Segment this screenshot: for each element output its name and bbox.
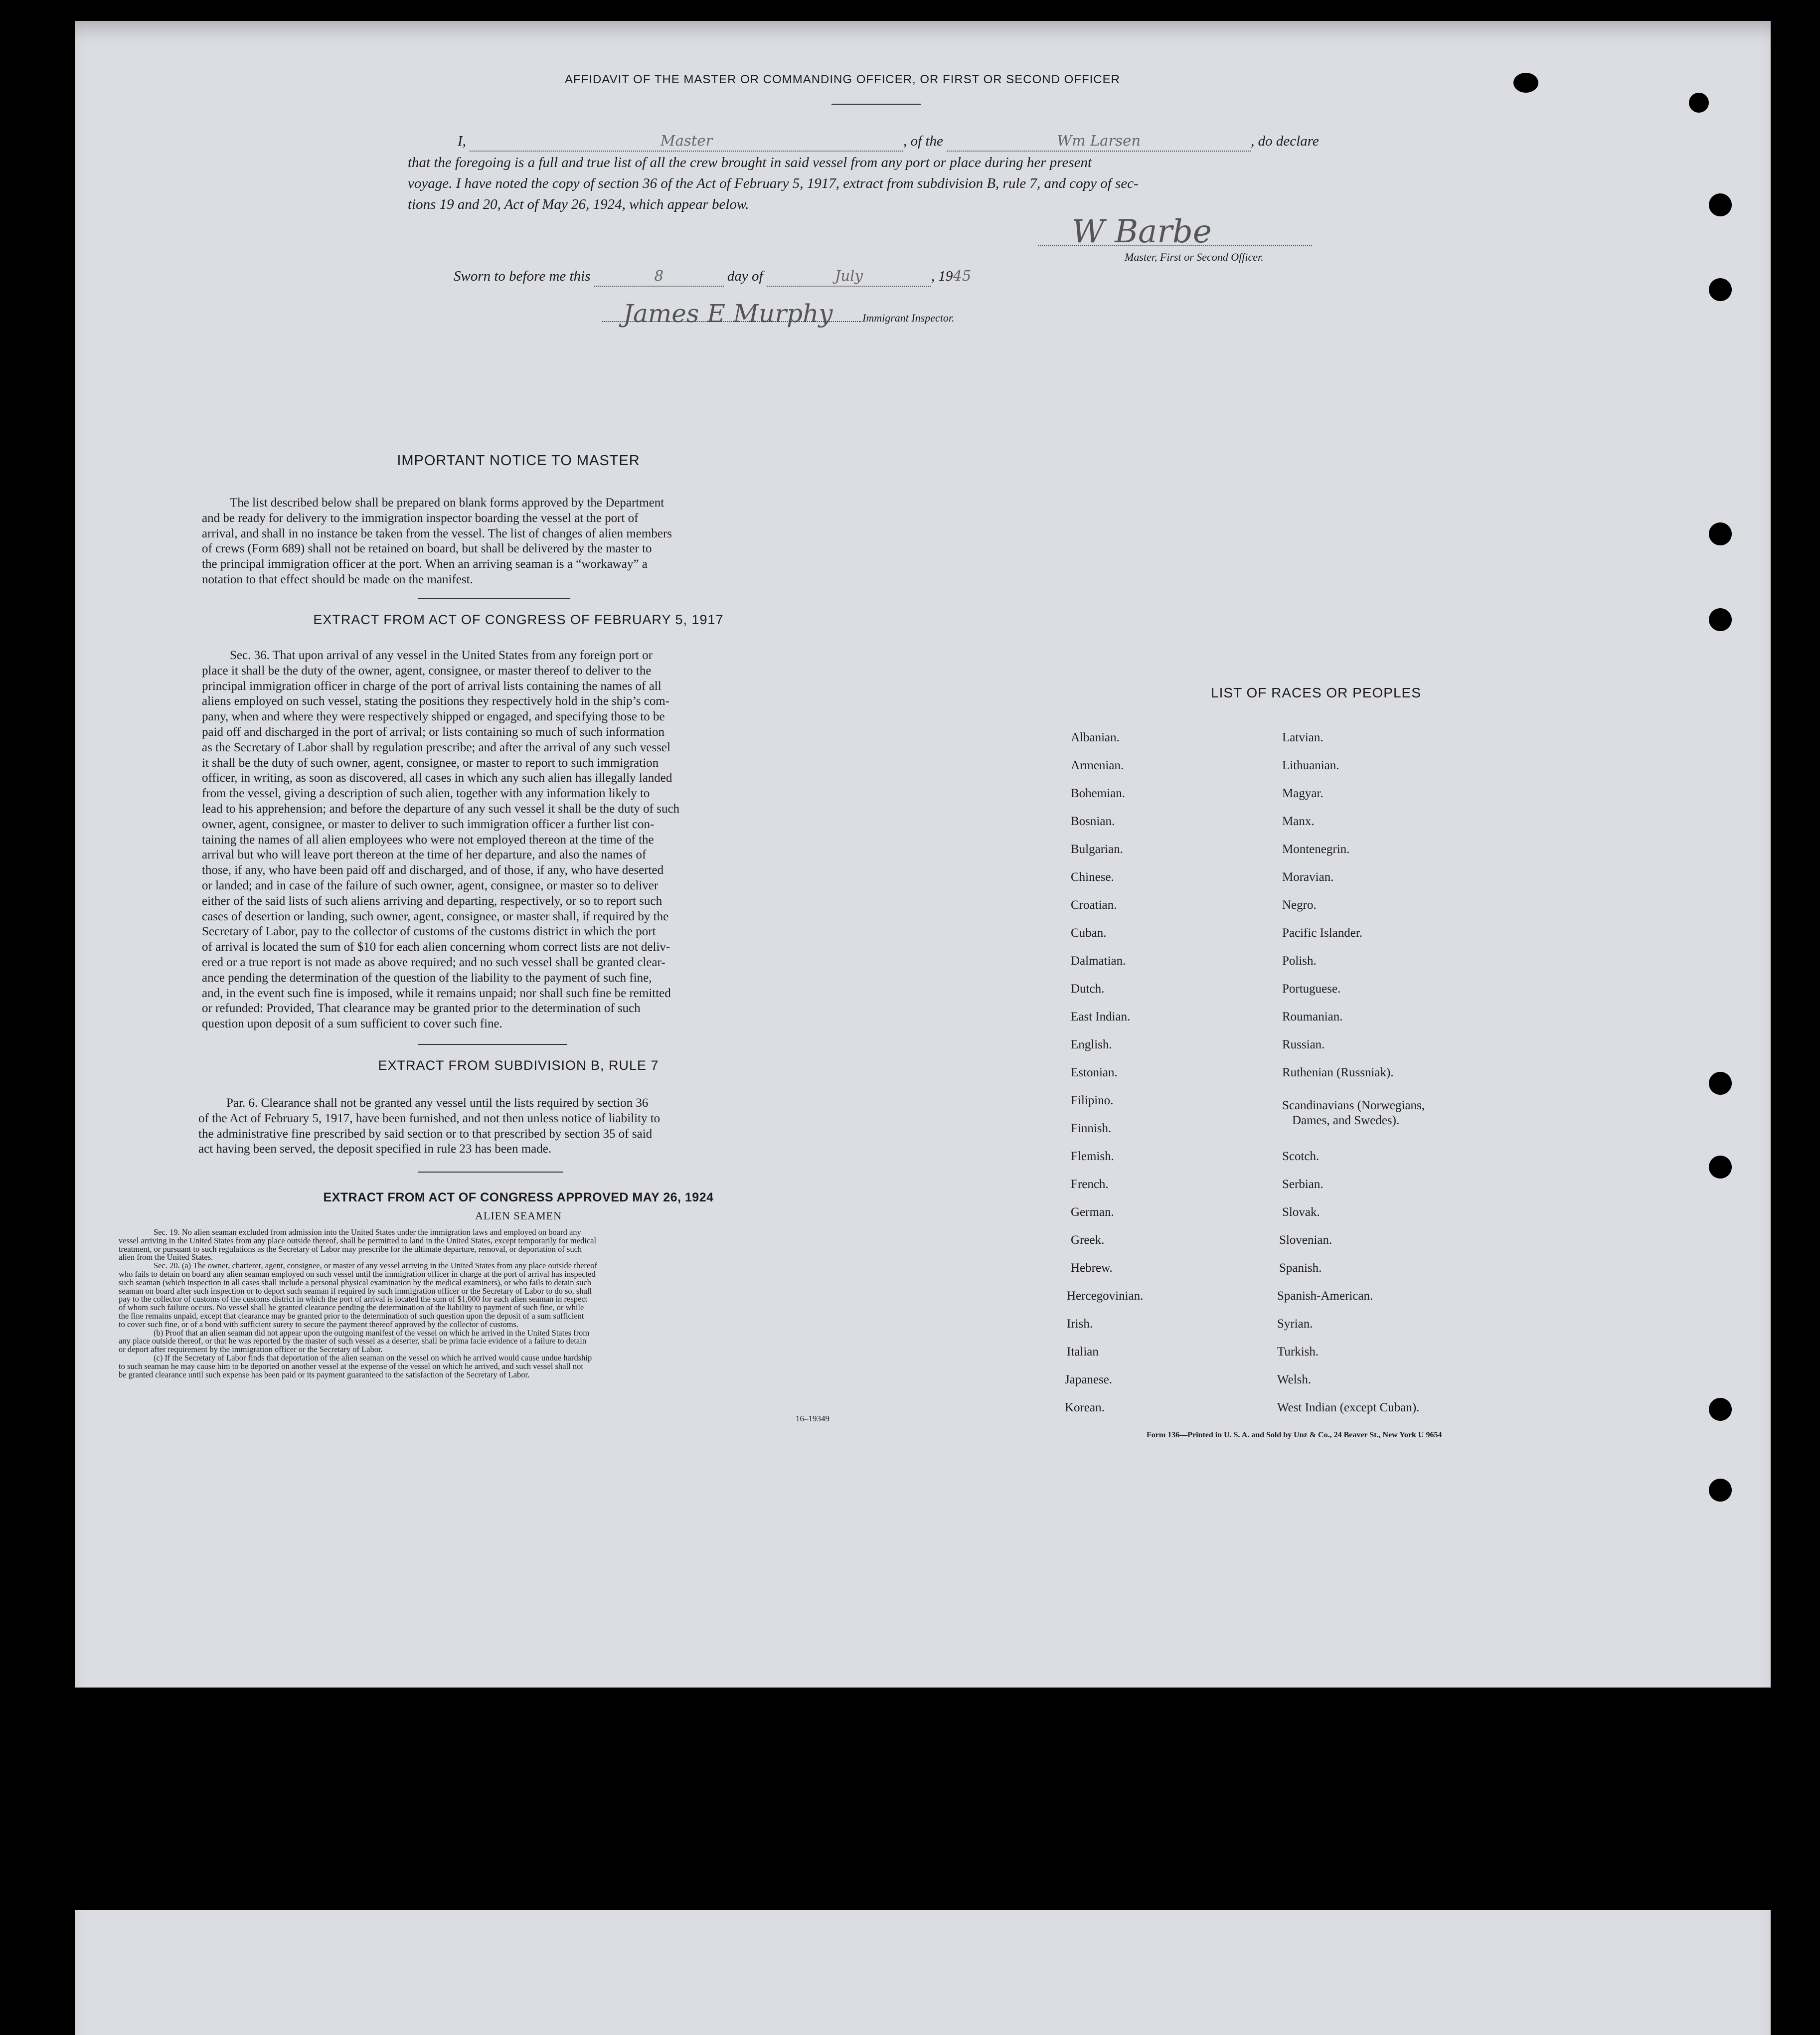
extract-1917-line: as the Secretary of Labor shall by regulation prescribe; and after the arrival of any such vessel — [202, 740, 670, 754]
year-text: , 19 — [931, 268, 953, 284]
race-item: Manx. — [1282, 815, 1315, 828]
race-item: Flemish. — [1071, 1150, 1114, 1163]
race-item: German. — [1071, 1205, 1114, 1219]
extract-1924-line: pay to the collector of customs of the customs district in which the port of arrival is located the sum of $1,000 for each alien seaman in respect — [119, 1294, 588, 1304]
race-item: Lithuanian. — [1282, 759, 1339, 772]
extract-1924-line: Sec. 19. No alien seaman excluded from admission into the United States under the immigration laws and employed on board any — [154, 1227, 581, 1237]
extract-1917-line: those, if any, who have been paid off and discharged, and of those, if any, who have deserted — [202, 863, 664, 877]
race-item: Welsh. — [1277, 1373, 1312, 1386]
punch-hole — [1689, 93, 1709, 113]
punch-hole — [1513, 73, 1538, 93]
race-item: Korean. — [1065, 1401, 1105, 1414]
race-item: West Indian (except Cuban). — [1277, 1401, 1420, 1414]
day-field — [594, 266, 724, 287]
vessel-name-handwriting: Wm Larsen — [1057, 132, 1141, 149]
notice-line: The list described below shall be prepared on blank forms approved by the Department — [230, 496, 664, 509]
extract-1917-line: ance pending the determination of the question of the liability to the payment of such fine, — [202, 971, 652, 985]
extract-1924-line: (b) Proof that an alien seaman did not appear upon the outgoing manifest of the vessel on which he arrived in the United States from — [154, 1328, 590, 1338]
race-item: Armenian. — [1071, 759, 1124, 772]
extract-1917-line: and, in the event such fine is imposed, while it remains unpaid; nor shall such fine be remitted — [202, 986, 671, 1000]
extract-1917-line: it shall be the duty of such owner, agent, consignee, or master to report to such immigration — [202, 756, 659, 770]
extract-1924-line: vessel arriving in the United States from any place outside thereof, shall be permitted to land in the United States, except temporarily for medical — [119, 1235, 597, 1245]
extract-1917-line: paid off and discharged in the port of arrival; or lists containing so much of such information — [202, 725, 665, 739]
extract-1917-line: of arrival is located the sum of $10 for each alien concerning whom correct lists are not deliv- — [202, 940, 670, 954]
extract-1924-text — [119, 1228, 836, 1379]
race-item: Syrian. — [1277, 1317, 1313, 1331]
month-field — [767, 266, 931, 287]
race-item: East Indian. — [1071, 1010, 1131, 1023]
extract-1917-line: either of the said lists of such aliens arriving and departing, respectively, or so to report such — [202, 894, 662, 908]
subdivision-b-line: act having been served, the deposit specified in rule 23 has been made. — [198, 1142, 552, 1156]
extract-1917-line: lead to his apprehension; and before the departure of any such vessel it shall be the duty of such — [202, 802, 680, 816]
race-item: Pacific Islander. — [1282, 926, 1363, 940]
race-item: Magyar. — [1282, 787, 1324, 800]
extract-1924-line: to such seaman he may cause him to be deported on another vessel at the expense of the vessel on which he arrived, and such vessel shall not — [119, 1361, 583, 1371]
race-item: Serbian. — [1282, 1178, 1324, 1191]
race-item: Irish. — [1067, 1317, 1093, 1331]
extract-1917-line: officer, in writing, as soon as discovered, all cases in which any such alien has illegally landed — [202, 771, 672, 785]
race-item: Bulgarian. — [1071, 843, 1123, 856]
race-item: Greek. — [1071, 1233, 1105, 1247]
race-item: Croatian. — [1071, 898, 1117, 912]
race-item: Polish. — [1282, 954, 1317, 968]
extract-1917-line: ered or a true report is not made as above required; and no such vessel shall be granted clear- — [202, 955, 665, 969]
races-heading: LIST OF RACES OR PEOPLES — [1211, 685, 1421, 700]
form-footer: Form 136—Printed in U. S. A. and Sold by Unz & Co., 24 Beaver St., New York U 9654 — [1147, 1431, 1442, 1439]
race-item: Spanish. — [1279, 1261, 1322, 1275]
race-item: Japanese. — [1065, 1373, 1113, 1386]
race-item: Bohemian. — [1071, 787, 1126, 800]
extract-1917-line: aliens employed on such vessel, stating the positions they respectively hold in the ship’s com- — [202, 694, 670, 708]
notice-line: arrival, and shall in no instance be taken from the vessel. The list of changes of alien members — [202, 526, 672, 540]
race-item: Negro. — [1282, 898, 1317, 912]
scan-border — [0, 1688, 1820, 1910]
day-of-text: day of — [727, 268, 763, 284]
race-item: Scandinavians (Norwegians, — [1282, 1099, 1425, 1112]
extract-1917-line: Sec. 36. That upon arrival of any vessel in the United States from any foreign port or — [230, 649, 653, 662]
extract-1924-line: who fails to detain on board any alien seaman employed on such vessel until the immigration officer in charge at the port of arrival has inspected — [119, 1269, 596, 1279]
punch-hole — [1709, 608, 1732, 631]
race-item: Bosnian. — [1071, 815, 1115, 828]
vessel-name-field — [947, 131, 1251, 152]
month-handwriting: July — [834, 267, 863, 284]
master-name-field — [470, 131, 903, 152]
subdivision-b-line: Par. 6. Clearance shall not be granted any vessel until the lists required by section 36 — [226, 1096, 649, 1110]
extract-1917-line: question upon deposit of a sum sufficient to cover such fine. — [202, 1017, 502, 1031]
extract-1924-line: such seaman (which inspection in all cases shall include a personal physical examination by the medical examiners), or who fails to detain such — [119, 1277, 592, 1287]
extract-1917-line: cases of desertion or landing, such owner, agent, consignee, or master shall, if required by the — [202, 909, 669, 923]
race-item: Dutch. — [1071, 982, 1105, 996]
extract-1917-line: principal immigration officer in charge of the port of arrival lists containing the names of all — [202, 679, 662, 693]
master-signature-line — [1038, 245, 1312, 246]
punch-hole — [1709, 1156, 1732, 1179]
extract-1924-line: the fine remains unpaid, except that clearance may be granted prior to the determination of such question upon the deposit of a sum sufficient — [119, 1311, 584, 1321]
race-item: Roumanian. — [1282, 1010, 1343, 1023]
inspector-signature: James E Murphy — [623, 299, 833, 328]
punch-hole — [1709, 1072, 1732, 1095]
extract-1924-line: or deport after requirement by the immigration officer or the Secretary of Labor. — [119, 1345, 383, 1355]
inspector-signature-line — [602, 321, 861, 322]
race-item: French. — [1071, 1178, 1109, 1191]
affidavit-of-the: , of the — [903, 133, 943, 149]
affidavit-text-1: that the foregoing is a full and true list of all the crew brought in said vessel from any port or place during her present — [408, 155, 1092, 170]
section-divider — [418, 1172, 563, 1173]
extract-1924-line: alien from the United States. — [119, 1252, 213, 1262]
extract-1924-line: seaman on board after such inspection or to deport such seaman if required by such immigration officer or the Secretary of Labor to do so, shall — [119, 1286, 592, 1296]
race-item: Scotch. — [1282, 1150, 1320, 1163]
master-signature: W Barbe — [1072, 213, 1212, 250]
race-item: Portuguese. — [1282, 982, 1341, 996]
year-handwriting: 45 — [953, 267, 972, 284]
extract-1917-line: or landed; and in case of the failure of such owner, agent, consignee, or master so to deliver — [202, 878, 659, 892]
race-item: Slovenian. — [1279, 1233, 1332, 1247]
extract-1917-line: Secretary of Labor, pay to the collector of customs of the customs district in which the port — [202, 925, 656, 939]
affidavit-declaration-line — [458, 131, 1341, 152]
race-item: Italian — [1067, 1345, 1099, 1358]
race-item: Filipino. — [1071, 1094, 1114, 1107]
subdivision-b-heading: EXTRACT FROM SUBDIVISION B, RULE 7 — [378, 1058, 659, 1073]
race-item: Dames, and Swedes). — [1292, 1114, 1400, 1127]
master-name-handwriting: Master — [660, 132, 713, 149]
notice-heading: IMPORTANT NOTICE TO MASTER — [397, 453, 640, 469]
race-item: Cuban. — [1071, 926, 1107, 940]
extract-1917-line: owner, agent, consignee, or master to deliver to such immigration officer a further list con- — [202, 817, 655, 831]
race-item: Spanish-American. — [1277, 1289, 1373, 1303]
extract-1924-line: Sec. 20. (a) The owner, charterer, agent, consignee, or master of any vessel arriving in the United States from any place outside thereof — [154, 1261, 597, 1271]
extract-1924-line: of whom such failure occurs. No vessel shall be granted clearance pending the determination of the liability to payment of such fine, or while — [119, 1303, 584, 1313]
section-divider — [418, 1044, 567, 1045]
notice-line: of crews (Form 689) shall not be retained on board, but shall be delivered by the master to — [202, 542, 652, 556]
race-item: Estonian. — [1071, 1066, 1118, 1079]
notice-line: and be ready for delivery to the immigration inspector boarding the vessel at the port of — [202, 511, 639, 525]
notice-text — [202, 496, 765, 588]
race-item: Ruthenian (Russniak). — [1282, 1066, 1394, 1079]
notice-line: notation to that effect should be made on the manifest. — [202, 572, 473, 586]
race-item: Russian. — [1282, 1038, 1325, 1051]
race-item: Chinese. — [1071, 870, 1114, 884]
extract-1917-text — [202, 648, 764, 1032]
punch-hole — [1709, 278, 1732, 301]
race-item: Albanian. — [1071, 731, 1120, 744]
extract-1917-line: arrival but who will leave port thereon at the time of her departure, and also the names of — [202, 848, 647, 862]
race-item: Montenegrin. — [1282, 843, 1350, 856]
race-item: Dalmatian. — [1071, 954, 1126, 968]
race-item: Hebrew. — [1071, 1261, 1113, 1275]
extract-1917-line: from the vessel, giving a description of such alien, together with any information likely to — [202, 787, 650, 801]
extract-1917-line: place it shall be the duty of the owner, agent, consignee, or master thereof to deliver to the — [202, 664, 652, 678]
inspector-caption: Immigrant Inspector. — [862, 312, 955, 324]
extract-1924-line: to cover such fine, or of a bond with sufficient surety to secure the payment thereof approved by the collector of customs. — [119, 1319, 518, 1329]
day-handwriting: 8 — [654, 267, 663, 284]
extract-1924-line: treatment, or pursuant to such regulations as the Secretary of Labor may prescribe for the ultimate departure, removal, or deportation of such — [119, 1244, 582, 1254]
extract-1917-line: taining the names of all alien employees who were not employed thereon at the time of the — [202, 833, 654, 847]
race-item: Moravian. — [1282, 870, 1334, 884]
race-item: English. — [1071, 1038, 1112, 1051]
extract-1924-heading: EXTRACT FROM ACT OF CONGRESS APPROVED MAY 26, 1924 — [323, 1190, 714, 1204]
race-item: Hercegovinian. — [1067, 1289, 1144, 1303]
punch-hole — [1709, 1398, 1732, 1421]
title-divider — [831, 104, 921, 105]
punch-hole — [1709, 1479, 1732, 1502]
affidavit-text-3: tions 19 and 20, Act of May 26, 1924, which appear below. — [408, 196, 749, 212]
page-title: AFFIDAVIT OF THE MASTER OR COMMANDING OFFICER, OR FIRST OR SECOND OFFICER — [565, 73, 1120, 86]
race-item: Finnish. — [1071, 1122, 1112, 1135]
affidavit-text-2: voyage. I have noted the copy of section 36 of the Act of February 5, 1917, extract from subdivision B, rule 7, and copy of sec- — [408, 175, 1139, 191]
race-item: Turkish. — [1277, 1345, 1319, 1358]
affidavit-lead: I, — [458, 133, 466, 149]
sworn-line — [454, 266, 971, 287]
punch-hole — [1709, 522, 1732, 545]
sworn-text: Sworn to before me this — [454, 268, 591, 284]
subdivision-b-text — [198, 1096, 761, 1157]
punch-hole — [1709, 193, 1732, 216]
affidavit-do-declare: , do declare — [1251, 133, 1319, 149]
extract-1924-line: be granted clearance until such expense has been paid or its payment guaranteed to the satisfaction of the Secretary of Labor. — [119, 1369, 530, 1379]
race-item: Slovak. — [1282, 1205, 1320, 1219]
form-number: 16–19349 — [796, 1414, 829, 1423]
extract-1924-line: any place outside thereof, or that he was reported by the master of such vessel as a deserter, shall be prima facie evidence of a failure to detain — [119, 1336, 587, 1346]
subdivision-b-line: of the Act of February 5, 1917, have been furnished, and not then unless notice of liability to — [198, 1111, 661, 1125]
notice-line: the principal immigration officer at the port. When an arriving seaman is a “workaway” a — [202, 557, 648, 571]
master-caption: Master, First or Second Officer. — [1125, 251, 1264, 263]
extract-1924-line: (c) If the Secretary of Labor finds that deportation of the alien seaman on the vessel on which he arrived would cause undue hardship — [154, 1353, 592, 1362]
extract-1924-subheading: ALIEN SEAMEN — [475, 1209, 562, 1222]
race-item: Latvian. — [1282, 731, 1324, 744]
section-divider — [418, 598, 570, 599]
extract-1917-line: pany, when and where they were respectively shipped or engaged, and specifying those to be — [202, 710, 665, 724]
extract-1917-heading: EXTRACT FROM ACT OF CONGRESS OF FEBRUARY 5, 1917 — [313, 612, 724, 627]
subdivision-b-line: the administrative fine prescribed by said section or to that prescribed by section 35 of said — [198, 1127, 653, 1141]
extract-1917-line: or refunded: Provided, That clearance may be granted prior to the determination of such — [202, 1002, 641, 1016]
